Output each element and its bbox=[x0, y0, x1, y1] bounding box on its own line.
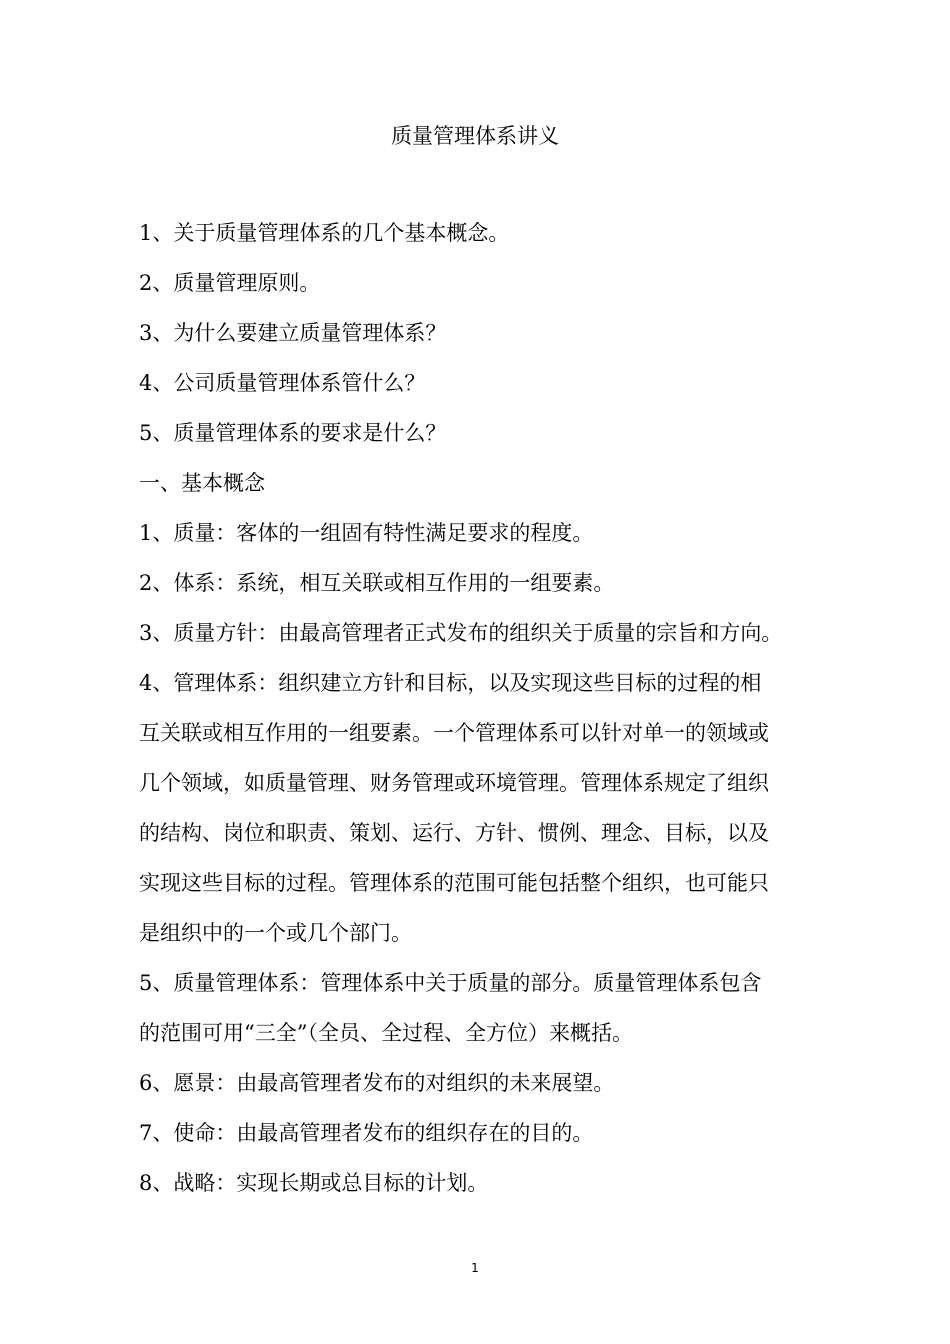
text-line: 几个领域，如质量管理、财务管理或环境管理。管理体系规定了组织 bbox=[139, 771, 769, 795]
text-line: 4、管理体系：组织建立方针和目标，以及实现这些目标的过程的相 bbox=[139, 671, 762, 695]
document-title: 质量管理体系讲义 bbox=[391, 124, 559, 148]
text-line: 的结构、岗位和职责、策划、运行、方针、惯例、理念、目标，以及 bbox=[139, 821, 769, 845]
text-line: 4、公司质量管理体系管什么？ bbox=[139, 371, 426, 395]
text-line: 5、质量管理体系：管理体系中关于质量的部分。质量管理体系包含 bbox=[139, 971, 762, 995]
section-heading: 一、基本概念 bbox=[139, 471, 265, 495]
text-line: 3、为什么要建立质量管理体系？ bbox=[139, 321, 447, 345]
text-line: 8、战略：实现长期或总目标的计划。 bbox=[139, 1171, 489, 1195]
text-line: 3、质量方针：由最高管理者正式发布的组织关于质量的宗旨和方向。 bbox=[139, 621, 783, 645]
document-body bbox=[139, 208, 815, 1208]
text-line: 1、质量：客体的一组固有特性满足要求的程度。 bbox=[139, 521, 594, 545]
text-line: 2、体系：系统，相互关联或相互作用的一组要素。 bbox=[139, 571, 615, 595]
text-line: 1、关于质量管理体系的几个基本概念。 bbox=[139, 221, 510, 245]
text-line: 的范围可用“三全”（全员、全过程、全方位）来概括。 bbox=[139, 1021, 633, 1045]
text-line: 2、质量管理原则。 bbox=[139, 271, 321, 295]
text-line: 互关联或相互作用的一组要素。一个管理体系可以针对单一的领域或 bbox=[139, 721, 769, 745]
page-number: 1 bbox=[471, 1261, 479, 1275]
text-line: 5、质量管理体系的要求是什么？ bbox=[139, 421, 447, 445]
text-line: 实现这些目标的过程。管理体系的范围可能包括整个组织，也可能只 bbox=[139, 871, 769, 895]
text-line: 6、愿景：由最高管理者发布的对组织的未来展望。 bbox=[139, 1071, 615, 1095]
text-line: 7、使命：由最高管理者发布的组织存在的目的。 bbox=[139, 1121, 594, 1145]
text-line: 是组织中的一个或几个部门。 bbox=[139, 921, 412, 945]
